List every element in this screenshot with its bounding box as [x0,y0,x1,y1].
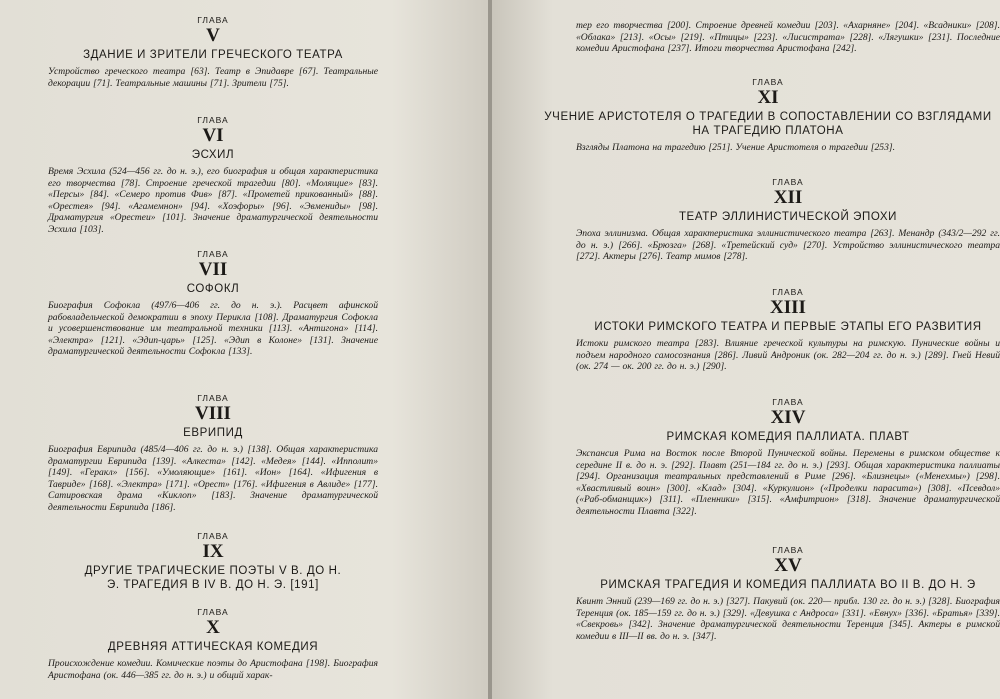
chapter-numeral: XV [774,555,802,576]
chapter-numeral: VIII [195,403,231,424]
chapter-label: ГЛАВА [197,249,229,259]
chapter-xv [576,544,1000,642]
chapter-title: ЗДАНИЕ И ЗРИТЕЛИ ГРЕЧЕСКОГО ТЕАТРА [83,49,343,61]
chapter-contents: Взгляды Платона на трагедию [251]. Учение Аристотеля о трагедии [253]. [576,142,896,153]
chapter-title: ТЕАТР ЭЛЛИНИСТИЧЕСКОЙ ЭПОХИ [678,211,898,223]
chapter-xiii [576,286,1000,373]
chapter-contents: Происхождение комедии. Комические поэты до Аристофана [198]. Биография Аристофана (ок. 446—385 гг. до н. э.) и общий харак- [48,658,378,681]
left-page [0,0,490,699]
chapter-label: ГЛАВА [752,77,784,87]
chapter-numeral: VI [202,125,224,146]
right-page [492,0,1000,699]
chapter-numeral: XII [773,187,803,208]
chapter-label: ГЛАВА [197,15,229,25]
chapter-title: ЕВРИПИД [183,427,243,439]
chapter-label: ГЛАВА [772,397,804,407]
chapter-label: ГЛАВА [197,607,229,617]
chapter-vii [48,248,378,358]
chapter-label: ГЛАВА [772,287,804,297]
chapter-contents: Время Эсхила (524—456 гг. до н. э.), его биография и общая характеристика его творчества [78]. Строение греческой трагедии [80]. «Молящие» [83]. «Персы» [84]. «Семеро против Фив» [87]. «Прометей прикованный» [88]. «Орестея» [94]. «Агамемнон» [94]. «Хоэфоры» [96]. «Эвмениды» [98]. Драматургия «Орестеи» [101]. Значение драматургической деятельности Эсхила [103]. [48,166,378,235]
chapter-label: ГЛАВА [197,393,229,403]
chapter-xi [536,76,1000,154]
chapter-xiv [576,396,1000,518]
chapter-contents: Биография Еврипида (485/4—406 гг. до н. э.) [138]. Общая характеристика драматургии Еврипида [139]. «Алкеста» [142]. «Медея» [144]. «Ипполит» [149]. «Геракл» [156]. «Умоляющие» [161]. «Ион» [164]. «Ифигения в Тавриде» [168]. «Электра» [171]. «Орест» [176]. «Ифигения в Авлиде» [177]. Сатировская драма «Киклоп» [183]. Значение драматургической деятельности Еврипида [186]. [48,444,378,513]
chapter-v [48,14,378,89]
chapter-title: ДРЕВНЯЯ АТТИЧЕСКАЯ КОМЕДИЯ [107,641,319,653]
chapter-title: ДРУГИЕ ТРАГИЧЕСКИЕ ПОЭТЫ V В. ДО Н. Э. ТРАГЕДИЯ В IV В. ДО Н. Э. [191] [84,565,342,591]
chapter-title: РИМСКАЯ ТРАГЕДИЯ И КОМЕДИЯ ПАЛЛИАТА ВО II В. ДО Н. Э [600,579,976,591]
chapter-numeral: IX [202,541,224,562]
chapter-numeral: XI [757,87,779,108]
chapter-contents: Устройство греческого театра [63]. Театр в Эпидавре [67]. Театральные декорации [71]. Театральные машины [71]. Зрители [75]. [48,66,378,89]
chapter-label: ГЛАВА [197,115,229,125]
chapter-contents: Биография Софокла (497/6—406 гг. до н. э.). Расцвет афинской рабовладельческой демократии в эпоху Перикла [108]. Драматургия Софокла и усовершенствование им театральной техники [113]. «Антигона» [114]. «Электра» [121]. «Эдип-царь» [125]. «Эдип в Колоне» [131]. Значение драматургической деятельности Софокла [133]. [48,300,378,358]
chapter-numeral: XIII [770,297,806,318]
chapter-contents: Истоки римского театра [283]. Влияние греческой культуры на римскую. Пунические войны и подъем народного самосознания [286]. Ливий Андроник (ок. 282—204 гг. до н. э.) [289]. Гней Невий (ок. 274 — ок. 200 гг. до н. э.) [290]. [576,338,1000,373]
chapter-title: РИМСКАЯ КОМЕДИЯ ПАЛЛИАТА. ПЛАВТ [666,431,910,443]
chapter-contents: Экспансия Рима на Восток после Второй Пунической войны. Перемены в римском обществе к середине II в. до н. э. [292]. Плавт (251—184 гг. до н. э.) [293]. Общая характеристика паллиаты [294]. Организация театральных представлений в Риме [296]. «Близнецы» («Менехмы») [298]. «Хвастливый воин» [300]. «Клад» [304]. «Куркулион» («Проделки парасита») [308]. «Псевдол» («Раб-обманщик») [311]. «Пленники» [315]. «Амфитрион» [318]. Значение драматургической деятельности Плавта [322]. [576,448,1000,517]
chapter-label: ГЛАВА [772,177,804,187]
chapter-numeral: XIV [770,407,806,428]
chapter-vi [48,114,378,236]
chapter-title: ЭСХИЛ [191,149,235,161]
chapter-title: СОФОКЛ [186,283,240,295]
chapter-contents: Квинт Энний (239—169 гг. до н. э.) [327]. Пакувий (ок. 220— прибл. 130 гг. до н. э.) [328]. Биография Теренция (ок. 185—159 гг. до н. э.) [329]. «Девушка с Андроса» [331]. «Евнух» [336]. «Братья» [339]. «Свекровь» [342]. Значение драматургической деятельности Теренция [345]. Актеры в римской комедии в III—II вв. до н. э. [347]. [576,596,1000,642]
chapter-numeral: VII [198,259,228,280]
chapter-x [48,606,378,681]
chapter-numeral: X [206,617,220,638]
chapter-contents: Эпоха эллинизма. Общая характеристика эллинистического театра [263]. Менандр (343/2—292 гг. до н. э.) [266]. «Брюзга» [268]. «Третейский суд» [270]. Устройство эллинистического театра [272]. Актеры [276]. Театр мимов [278]. [576,228,1000,263]
chapter-viii [48,392,378,514]
continued-contents: тер его творчества [200]. Строение древней комедии [203]. «Ахарняне» [204]. «Всадники» [208]. «Облака» [213]. «Осы» [219]. «Птицы» [223]. «Лисистрата» [228]. «Лягушки» [231]. Последние комедии Аристофана [237]. Итоги творчества Аристофана [242]. [576,20,1000,55]
chapter-ix [48,530,378,596]
chapter-title: УЧЕНИЕ АРИСТОТЕЛЯ О ТРАГЕДИИ В СОПОСТАВЛЕНИИ СО ВЗГЛЯДАМИ НА ТРАГЕДИЮ ПЛАТОНА [544,111,992,137]
chapter-title: ИСТОКИ РИМСКОГО ТЕАТРА И ПЕРВЫЕ ЭТАПЫ ЕГО РАЗВИТИЯ [594,321,982,333]
chapter-label: ГЛАВА [197,531,229,541]
chapter-numeral: V [206,25,220,46]
chapter-xii [576,176,1000,263]
chapter-label: ГЛАВА [772,545,804,555]
